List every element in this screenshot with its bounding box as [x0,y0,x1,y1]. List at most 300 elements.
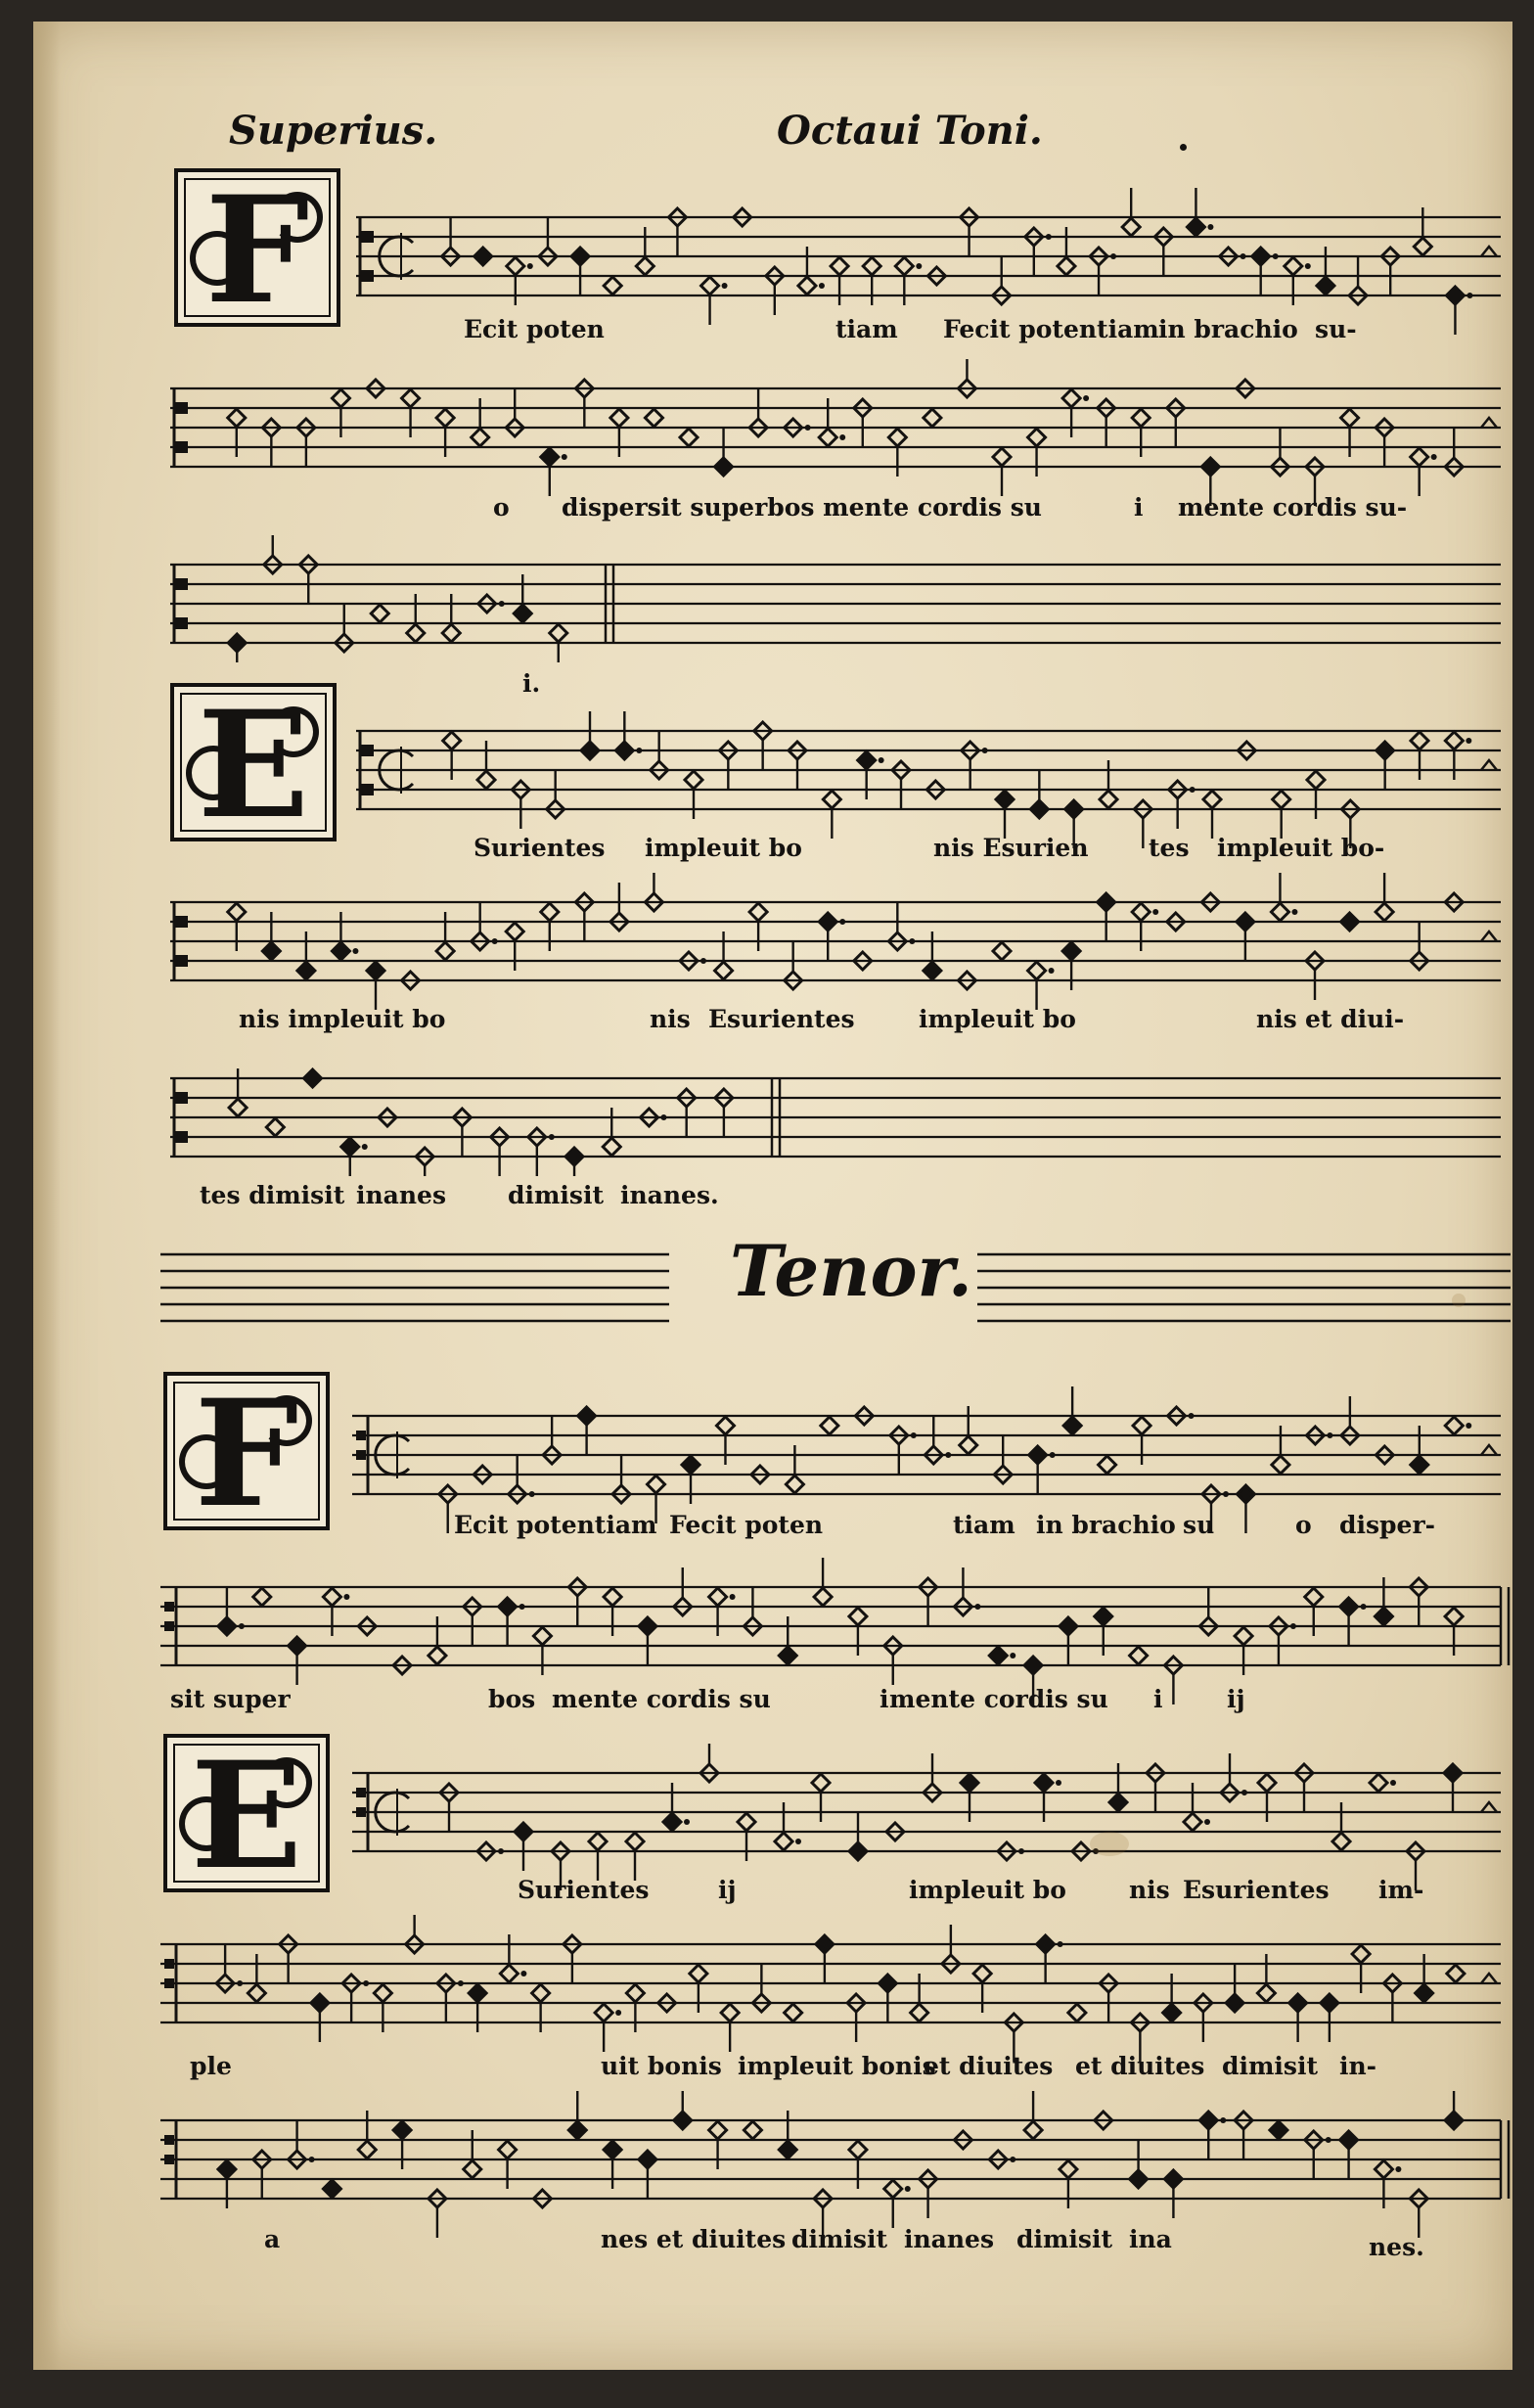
dot-of-addition [1466,293,1472,298]
note-head [578,1407,596,1425]
dot-of-addition [1018,1848,1024,1854]
note-head [1376,903,1393,921]
note-head [218,2160,236,2178]
lyric-syllable: Surientes [474,834,606,862]
note-head [1109,1794,1127,1811]
note-head [1133,1417,1150,1434]
dot-of-addition [700,958,706,964]
dot-of-addition [549,1134,555,1140]
dot-of-addition [684,1819,690,1825]
dot-of-addition [1049,968,1055,974]
dot-of-addition [1290,1623,1296,1629]
note-head [1445,1417,1463,1434]
note-head [1258,1774,1276,1792]
note-head [1130,2170,1148,2188]
note-head [1199,2112,1217,2129]
note-head [1029,1446,1047,1464]
lyric-syllable: ina [1129,2225,1172,2253]
f-clef-icon [164,1602,174,1612]
lyric-syllable: ple [190,2052,232,2080]
staff-tenor-5 [160,2091,1511,2238]
note-head [1352,1945,1370,1963]
dot-of-addition [879,757,884,763]
note-head [680,429,698,446]
note-head [1095,1608,1112,1625]
f-clef-icon [356,1807,366,1817]
note-head [989,1647,1007,1664]
note-head [895,257,913,275]
note-head [993,448,1011,466]
dot-of-addition [1220,2117,1226,2123]
note-head [961,1774,978,1792]
lyric-syllable: et diuites [1075,2052,1205,2080]
book-page [33,22,1512,2370]
lyric-syllable: i [880,1685,889,1713]
note-head [812,1774,830,1792]
note-head [358,2141,376,2158]
note-head [603,1138,620,1156]
decorated-initial-f: F [174,168,340,327]
c-clef-icon [174,955,188,967]
note-head [1305,1588,1323,1606]
note-head [581,742,599,759]
dot-of-addition [660,1114,666,1120]
lyric-syllable: Surientes [518,1876,650,1904]
note-head [863,257,880,275]
note-head [1098,893,1115,911]
note-head [1065,800,1083,818]
lyric-syllable: impleuit bo- [1217,834,1385,862]
lyric-syllable: impleuit bo [909,1876,1066,1904]
note-head [1317,277,1334,295]
note-head [779,2141,796,2158]
dot-of-addition [1058,1941,1063,1947]
dot-of-addition [911,1432,917,1438]
dot-of-addition [839,919,845,925]
staff-superius-4 [356,702,1511,848]
lyric-syllable: in brachio [1158,315,1298,343]
note-head [1445,732,1463,750]
dot-of-addition [562,454,567,460]
note-head [1444,1764,1462,1782]
dot-of-addition [909,938,915,944]
note-head [626,1833,644,1850]
note-head [1285,257,1302,275]
note-head [443,732,461,750]
note-head [1164,2170,1182,2188]
note-head [464,2160,481,2178]
note-head [1058,257,1075,275]
note-head [541,448,559,466]
note-head [1237,1485,1254,1503]
divider-staff-left [160,1243,669,1335]
note-head [715,458,733,476]
note-head [297,962,315,979]
dot-of-addition [1273,253,1279,259]
note-head [1132,903,1150,921]
dot-of-addition [1189,1413,1195,1419]
note-head [1163,2004,1181,2022]
note-head [701,277,719,295]
note-head [402,389,420,407]
dot-of-addition [527,263,533,269]
dot-of-addition [1431,454,1437,460]
note-head [823,791,840,808]
lyric-syllable: nis [650,1005,691,1033]
note-head [589,1833,607,1850]
note-head [565,1148,583,1165]
dot-of-addition [839,434,845,440]
note-head [682,1456,699,1474]
note-head [469,1984,486,2002]
c-clef-icon [360,270,374,282]
note-head [1445,2112,1463,2129]
dot-of-addition [819,283,825,289]
note-head [1062,389,1080,407]
dot-of-addition [982,748,988,753]
note-head [993,942,1011,960]
note-head [716,1417,734,1434]
dot-of-addition [520,1971,526,1976]
paper-stain [1090,1832,1129,1856]
dot-of-addition [730,1594,736,1600]
custos-icon [1481,931,1497,941]
custos-icon [1481,247,1497,256]
dot-of-addition [529,1491,535,1497]
note-head [1030,800,1048,818]
dot-of-addition [352,948,358,954]
note-head [266,1118,284,1136]
note-head [1201,458,1219,476]
lyric-syllable: Fecit poten [669,1511,824,1539]
lyric-syllable: ij [718,1876,737,1904]
dot-of-addition [1050,1452,1056,1458]
custos-icon [1481,1445,1497,1455]
note-head [1375,2160,1392,2178]
note-head [604,2141,621,2158]
note-head [323,2180,340,2198]
dot-of-addition [615,2010,621,2016]
note-head [532,1984,550,2002]
dot-of-addition [492,938,498,944]
note-head [1184,1813,1201,1831]
note-head [1068,2004,1086,2022]
lyric-syllable: et diui- [1305,1005,1405,1033]
note-head [341,1138,359,1156]
note-head [472,429,489,446]
dot-of-addition [1204,1819,1210,1825]
dot-of-addition [1046,234,1052,240]
dot-of-addition [458,1980,464,1986]
dot-of-addition [1190,787,1196,793]
lyric-syllable: mente cordis su [552,1685,771,1713]
lyric-syllable: o [493,493,510,522]
note-head [831,257,848,275]
note-head [289,1637,306,1655]
note-head [429,1647,446,1664]
note-head [477,771,495,789]
lyric-syllable: Esurientes [1183,1876,1330,1904]
dot-of-addition [1207,224,1213,230]
f-clef-icon [356,1450,366,1460]
lyric-syllable: dimisit [1222,2052,1319,2080]
dot-of-addition [1305,263,1311,269]
note-head [550,624,567,642]
lyric-syllable: nes et diuites [601,2225,787,2253]
note-head [1024,1657,1042,1674]
note-head [436,942,454,960]
section-title: Tenor. [730,1229,972,1312]
c-clef-icon [360,784,374,795]
note-head [228,634,246,652]
note-head [500,1965,518,1982]
note-head [393,2121,411,2139]
note-head [1411,1456,1428,1474]
note-head [715,962,733,979]
lyric-syllable: dimisit [1016,2225,1113,2253]
note-head [1122,218,1140,236]
note-head [744,2121,761,2139]
custos-icon [1481,760,1497,770]
note-head [1446,287,1464,304]
note-head [858,751,876,769]
lyric-syllable: Esurientes [708,1005,855,1033]
note-head [1332,1833,1350,1850]
lyric-syllable: nis [1129,1876,1170,1904]
note-head [786,1476,803,1493]
note-head [849,1842,867,1860]
note-head [821,1417,838,1434]
note-head [367,962,384,979]
note-head [1271,903,1288,921]
dot-of-addition [363,1980,369,1986]
dot-of-addition [1466,1423,1471,1429]
lyric-syllable: bos [488,1685,536,1713]
note-head [1060,1617,1077,1635]
dot-of-addition [519,1604,525,1610]
note-head [639,2151,656,2168]
custos-icon [1481,1802,1497,1812]
lyric-syllable: Ecit potentiam [454,1511,657,1539]
note-head [436,409,454,427]
f-clef-icon [164,1959,174,1969]
f-clef-icon [164,2135,174,2145]
c-clef-icon [360,231,374,243]
note-head [749,903,767,921]
note-head [506,923,523,940]
c-clef-icon [174,1092,188,1104]
dot-of-addition [1110,253,1116,259]
lyric-syllable: dispersit superbos mente cordis su [562,493,1042,522]
dot-of-addition [1466,738,1471,744]
paper-stain [1452,1294,1466,1307]
dot-of-addition [974,1604,980,1610]
c-clef-icon [174,402,188,414]
dot-of-addition [795,1839,801,1844]
ink-dot [1180,144,1187,151]
note-head [960,1436,977,1454]
note-head [1270,2121,1287,2139]
note-head [1321,1994,1338,2012]
dot-of-addition [1056,1780,1061,1786]
staff-superius-3 [170,535,1511,662]
decorated-initial-f: F [163,1372,330,1530]
staff-tenor-4 [160,1915,1511,2062]
f-clef-icon [164,1621,174,1631]
note-head [924,409,941,427]
note-head [442,624,460,642]
note-head [639,1617,656,1635]
note-head [1445,1608,1463,1625]
dot-of-addition [805,425,811,431]
dot-of-addition [499,601,505,607]
note-head [1024,2121,1042,2139]
lyric-syllable: Ecit poten [464,315,605,343]
note-head [1376,742,1394,759]
lyric-syllable: tiam [953,1511,1015,1539]
note-head [779,1647,796,1664]
note-head [973,1965,991,1982]
lyric-syllable: in brachio [1036,1511,1176,1539]
dot-of-addition [1326,2137,1331,2143]
c-clef-icon [174,441,188,453]
f-clef-icon [164,2155,174,2164]
note-head [1411,732,1428,750]
custos-icon [1481,418,1497,428]
note-head [884,2180,902,2198]
note-head [248,1984,265,2002]
lyric-syllable: im- [1378,1876,1424,1904]
lyric-syllable: su- [1315,315,1357,343]
dot-of-addition [905,2186,911,2192]
note-head [332,942,349,960]
staff-superius-2 [170,359,1511,506]
staff-tenor-2 [160,1558,1511,1704]
note-head [541,903,559,921]
note-head [229,1099,247,1116]
note-head [709,1588,727,1606]
note-head [228,903,246,921]
dot-of-addition [239,1623,245,1629]
dot-of-addition [1327,1432,1332,1438]
note-head [663,1813,681,1831]
lyric-syllable: tes [1149,834,1190,862]
note-head [709,2121,727,2139]
lyric-syllable: ij [1227,1685,1245,1713]
note-head [1273,791,1290,808]
note-head [645,409,662,427]
note-head [911,2004,928,2022]
note-head [1063,1417,1081,1434]
note-head [1237,913,1254,931]
note-head [1414,238,1431,255]
note-head [323,1588,340,1606]
note-head [371,605,388,622]
dot-of-addition [1395,2166,1401,2172]
note-head [775,1833,792,1850]
dot-of-addition [1241,1790,1247,1795]
lyric-syllable: dimisit [791,2225,888,2253]
dot-of-addition [498,1848,504,1854]
note-head [595,2004,612,2022]
note-head [407,624,425,642]
note-head [568,2121,586,2139]
c-clef-icon [174,916,188,928]
note-head [253,1588,271,1606]
lyric-syllable: dimisit [508,1181,605,1209]
c-clef-icon [174,617,188,629]
dot-of-addition [309,2157,315,2162]
note-head [685,771,702,789]
note-head [1289,1994,1307,2012]
c-clef-icon [360,745,374,756]
note-head [1035,1774,1053,1792]
staff-superius-5 [170,873,1511,1020]
dot-of-addition [343,1594,349,1600]
note-head [1416,1984,1433,2002]
note-head [311,1994,329,2012]
note-head [721,2004,739,2022]
note-head [1028,962,1046,979]
note-head [738,1813,755,1831]
dot-of-addition [722,283,728,289]
note-head [1028,429,1046,446]
note-head [615,742,633,759]
note-head [507,257,524,275]
note-head [1203,791,1221,808]
lyric-syllable: et diuites [924,2052,1054,2080]
f-clef-icon [356,1788,366,1797]
note-head [626,1984,644,2002]
dot-of-addition [1390,1780,1396,1786]
lyric-syllable: impleuit bo [919,1005,1076,1033]
note-head [816,1935,834,1953]
lyric-syllable: inanes [356,1181,447,1209]
note-head [1062,942,1080,960]
dot-of-addition [362,1144,368,1150]
note-head [814,1588,832,1606]
dot-of-addition [1223,1491,1229,1497]
lyric-syllable: uit bonis [601,2052,722,2080]
note-head [819,913,836,931]
lyric-syllable: impleuit bo [645,834,802,862]
dot-of-addition [916,263,922,269]
note-head [798,277,816,295]
note-head [604,1588,621,1606]
note-head [228,409,246,427]
note-head [888,429,906,446]
mode-heading: Octaui Toni. [777,108,1043,154]
note-head [1341,913,1359,931]
lyric-syllable: inanes [904,2225,995,2253]
note-head [1099,1456,1116,1474]
f-clef-icon [356,1431,366,1440]
note-head [1100,791,1117,808]
note-head [1370,1774,1387,1792]
note-head [1037,1935,1055,1953]
note-head [304,1069,322,1087]
staff-superius-6 [170,1049,1511,1176]
note-head [690,1965,707,1982]
dot-of-addition [1152,909,1158,915]
note-head [610,409,628,427]
c-clef-icon [174,1131,188,1143]
lyric-syllable: i [1134,493,1144,522]
note-head [1307,771,1325,789]
note-head [218,1617,236,1635]
lyric-syllable: tes dimisit [200,1181,345,1209]
dot-of-addition [945,1452,951,1458]
